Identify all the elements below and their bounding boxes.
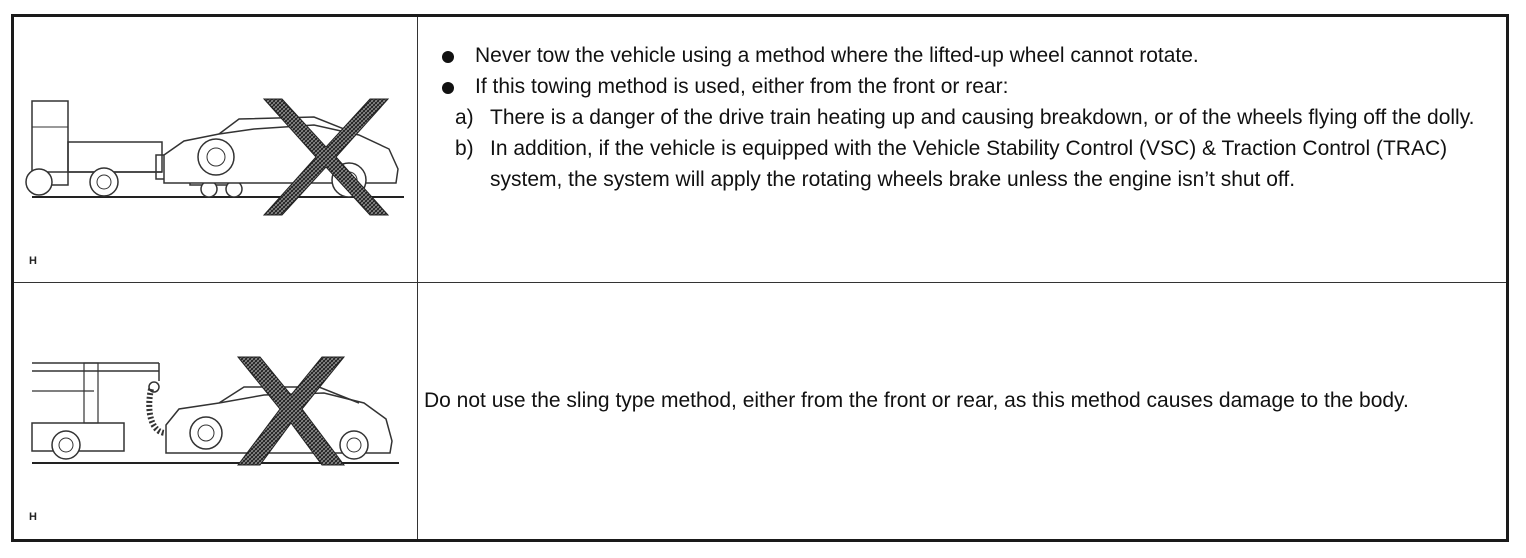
table-row [14, 17, 1506, 283]
sub-list [440, 102, 1496, 195]
list-marker: a) [455, 106, 474, 129]
bullet-icon [442, 51, 454, 63]
list-marker: b) [455, 137, 474, 160]
bullet-text: If this towing method is used, either from the front or rear: [475, 75, 1009, 98]
figure-cell [14, 17, 418, 282]
text-cell [418, 283, 1506, 539]
no-tow-dolly-x-icon [14, 17, 417, 282]
table-row [14, 283, 1506, 539]
list-item [440, 102, 1496, 133]
sling-warning-text: Do not use the sling type method, either from the front or rear, as this method causes damage to the body. [424, 389, 1409, 412]
no-sling-tow-x-icon [14, 283, 417, 545]
list-item [440, 71, 1496, 102]
list-item [440, 133, 1496, 195]
text-cell [418, 17, 1506, 282]
figure-label: H [29, 255, 37, 267]
bullet-icon [442, 82, 454, 94]
figure-label: H [29, 511, 37, 523]
figure-cell [14, 283, 418, 539]
sub-item-text: There is a danger of the drive train heating up and causing breakdown, or of the wheels flying off the dolly. [490, 106, 1475, 129]
towing-caution-table [11, 14, 1509, 542]
list-item [440, 40, 1496, 71]
bullet-list [440, 40, 1496, 195]
bullet-text: Never tow the vehicle using a method where the lifted-up wheel cannot rotate. [475, 44, 1199, 67]
sub-item-text: In addition, if the vehicle is equipped with the Vehicle Stability Control (VSC) & Traction Control (TRAC) system, the system will apply the rotating wheels brake unless the engine isn’t shut off. [490, 137, 1448, 191]
